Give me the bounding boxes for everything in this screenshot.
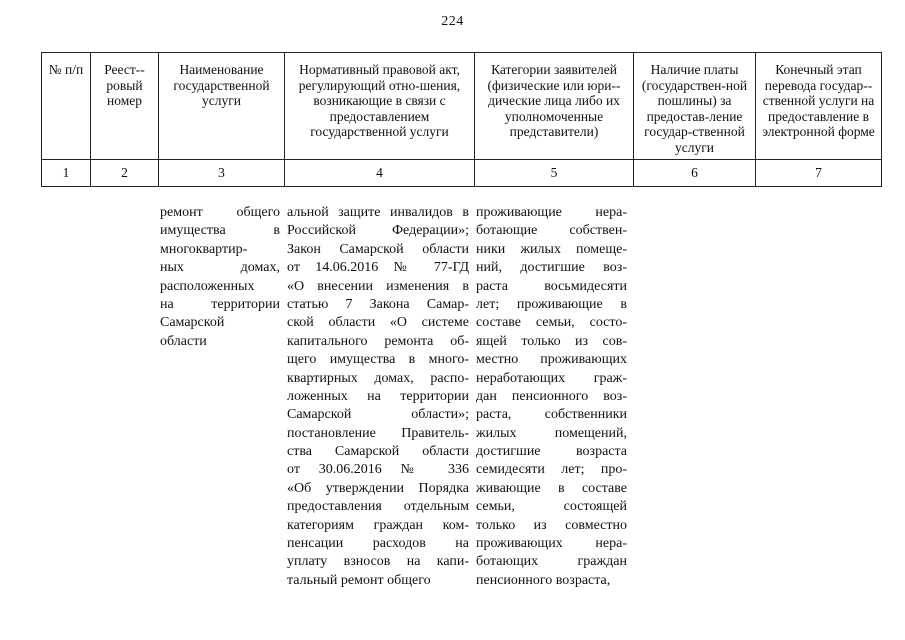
column-number-cell: 5	[475, 160, 634, 187]
text-line: ложенных на территории	[287, 388, 469, 404]
column-number-cell: 4	[285, 160, 475, 187]
header-cell-legal-act: Нормативный правовой акт, регулирующий отно-шения, возникающие в связи с предоставлением государственной услуги	[285, 53, 475, 160]
text-line: квартирных домах, распо-	[287, 370, 469, 386]
text-line: Самарской	[160, 315, 225, 331]
header-row	[42, 53, 882, 160]
text-line: раста, собственники	[476, 407, 627, 423]
text-line: жилых помещений,	[476, 425, 627, 441]
text-line: ботающих граждан	[476, 554, 627, 570]
text-line: статью 7 Закона Самар-	[287, 296, 469, 312]
text-line: имущества в	[160, 223, 280, 239]
header-cell-registry-number: Реест-ровый номер	[91, 53, 159, 160]
text-line: «Об утверждении Порядка	[287, 480, 469, 496]
text-line: ники жилых помеще-	[476, 241, 627, 257]
header-cell-final-stage: Конечный этап перевода государ-ственной услуги на предоставление в электронной форме	[756, 53, 882, 160]
text-line: ящей только из сов-	[476, 333, 627, 349]
text-line: области	[160, 333, 207, 349]
text-line: от 14.06.2016 № 77-ГД	[287, 260, 469, 276]
text-line: пенсации расходов на	[287, 536, 469, 552]
header-cell-service-name: Наименование государственной услуги	[159, 53, 285, 160]
text-line: проживающих нера-	[476, 536, 627, 552]
text-line: пенсионного возраста,	[476, 572, 611, 588]
column-number-cell: 7	[756, 160, 882, 187]
text-line: Российской Федерации»;	[287, 223, 469, 239]
page-number: 224	[441, 14, 464, 29]
text-line: живающие в составе	[476, 480, 627, 496]
header-cell-number: № п/п	[42, 53, 91, 160]
text-line: ботающие собствен-	[476, 223, 627, 239]
text-line: только из совместно	[476, 517, 627, 533]
text-line: раста восьмидесяти	[476, 278, 627, 294]
text-line: «О внесении изменения в	[287, 278, 469, 294]
text-line: многоквартир-	[160, 241, 248, 257]
text-line: дан пенсионного воз-	[476, 388, 627, 404]
header-cell-fee: Наличие платы (государствен-ной пошлины) за предостав-ление государ-ственной услуги	[634, 53, 756, 160]
text-line: достигшие возраста	[476, 444, 627, 460]
column-number-cell: 3	[159, 160, 285, 187]
text-line: уплату взносов на капи-	[287, 554, 469, 570]
text-line: категориям граждан ком-	[287, 517, 469, 533]
text-line: Самарской области»;	[287, 407, 469, 423]
text-line: предоставления отдельным	[287, 499, 469, 515]
column-number-row	[42, 160, 882, 187]
text-line: семьи, состоящей	[476, 499, 627, 515]
text-line: ства Самарской области	[287, 444, 469, 460]
service-name-continuation	[160, 204, 280, 351]
text-line: неработающих граж-	[476, 370, 627, 386]
column-number-cell: 2	[91, 160, 159, 187]
services-table	[41, 52, 882, 187]
text-line: тальный ремонт общего	[287, 572, 431, 588]
text-line: ремонт общего	[160, 205, 280, 220]
text-line: от 30.06.2016 № 336	[287, 462, 469, 478]
text-line: постановление Правитель-	[287, 425, 469, 441]
text-line: проживающие нера-	[476, 205, 627, 220]
text-line: альной защите инвалидов в	[287, 205, 469, 220]
text-line: капитального ремонта об-	[287, 333, 469, 349]
applicant-categories-continuation	[476, 204, 627, 590]
text-line: ний, достигшие воз-	[476, 260, 627, 276]
text-line: составе семьи, состо-	[476, 315, 627, 331]
header-cell-applicant-categories: Категории заявителей (физические или юри-дические лица либо их уполномоченные представители)	[475, 53, 634, 160]
text-line: семидесяти лет; про-	[476, 462, 627, 478]
text-line: местно проживающих	[476, 352, 627, 368]
text-line: ных домах,	[160, 260, 280, 276]
text-line: лет; проживающие в	[476, 296, 627, 312]
text-line: ской области «О системе	[287, 315, 469, 331]
column-number-cell: 1	[42, 160, 91, 187]
text-line: Закон Самарской области	[287, 241, 469, 257]
text-line: щего имущества в много-	[287, 352, 469, 368]
column-number-cell: 6	[634, 160, 756, 187]
legal-act-continuation	[287, 204, 469, 590]
text-line: на территории	[160, 296, 280, 312]
text-line: расположенных	[160, 278, 255, 294]
